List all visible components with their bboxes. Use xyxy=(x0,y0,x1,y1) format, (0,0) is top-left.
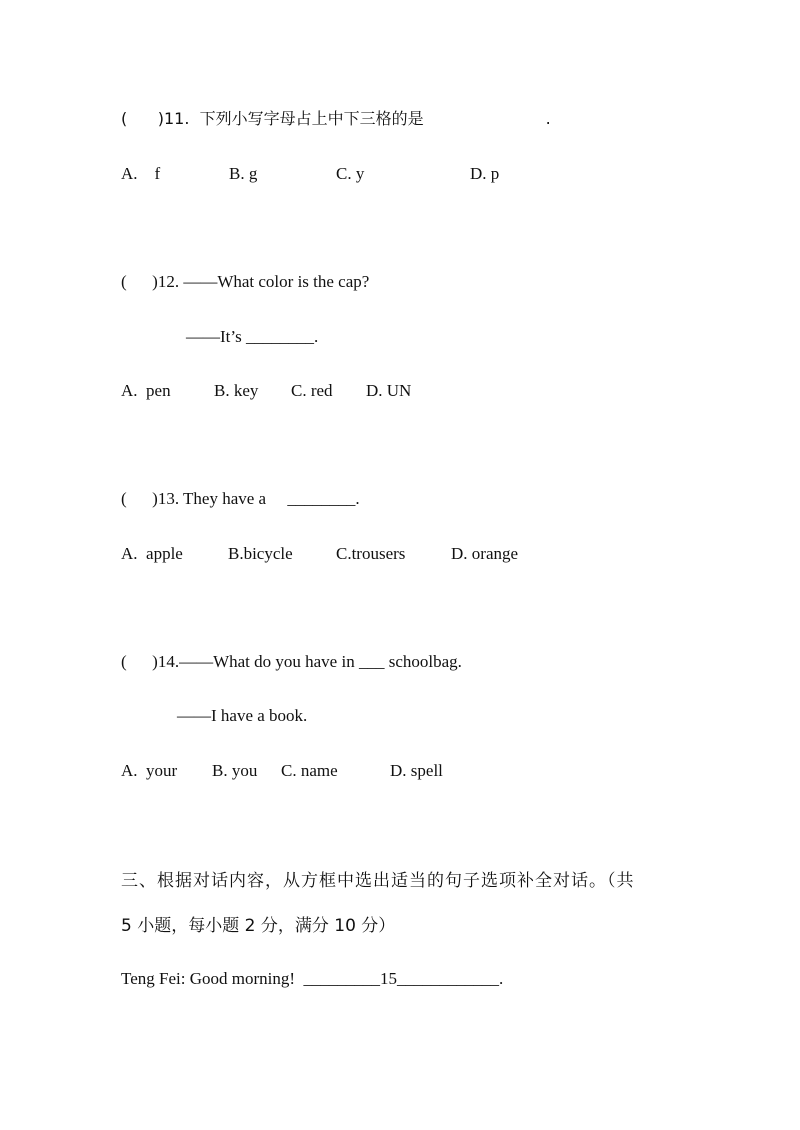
q11-option-a: A. f xyxy=(121,164,161,183)
q13-option-a: A. apple xyxy=(121,544,183,563)
question-14-reply: ——I have a book. xyxy=(177,706,308,725)
q14-option-d: D. spell xyxy=(390,761,443,780)
question-12-reply: ——It’s ________. xyxy=(186,327,319,346)
q14-option-c: C. name xyxy=(281,761,338,780)
q13-option-b: B.bicycle xyxy=(228,544,293,563)
q12-option-d: D. UN xyxy=(366,381,412,400)
q12-option-c: C. red xyxy=(291,381,333,400)
q11-option-c: C. y xyxy=(336,164,365,183)
question-12-prompt: ( )12. ——What color is the cap? xyxy=(121,272,370,291)
question-11-prompt: ( )11. 下列小写字母占上中下三格的是 . xyxy=(121,109,551,128)
q14-option-a: A. your xyxy=(121,761,178,780)
q14-option-b: B. you xyxy=(212,761,258,780)
q12-option-b: B. key xyxy=(214,381,259,400)
question-13-prompt: ( )13. They have a ________. xyxy=(121,489,360,508)
q11-option-d: D. p xyxy=(470,164,500,183)
section-3-heading-line-1: 三、根据对话内容，从方框中选出适当的句子选项补全对话。（共 xyxy=(121,871,635,891)
q11-option-b: B. g xyxy=(229,164,258,183)
dialogue-line: Teng Fei: Good morning! _________15____________. xyxy=(121,969,504,988)
question-14-prompt: ( )14.——What do you have in ___ schoolbag. xyxy=(121,652,462,671)
q13-option-c: C.trousers xyxy=(336,544,406,563)
q12-option-a: A. pen xyxy=(121,381,171,400)
section-3-heading-line-2: 5 小题，每小题 2 分，满分 10 分） xyxy=(121,916,396,936)
q13-option-d: D. orange xyxy=(451,544,519,563)
